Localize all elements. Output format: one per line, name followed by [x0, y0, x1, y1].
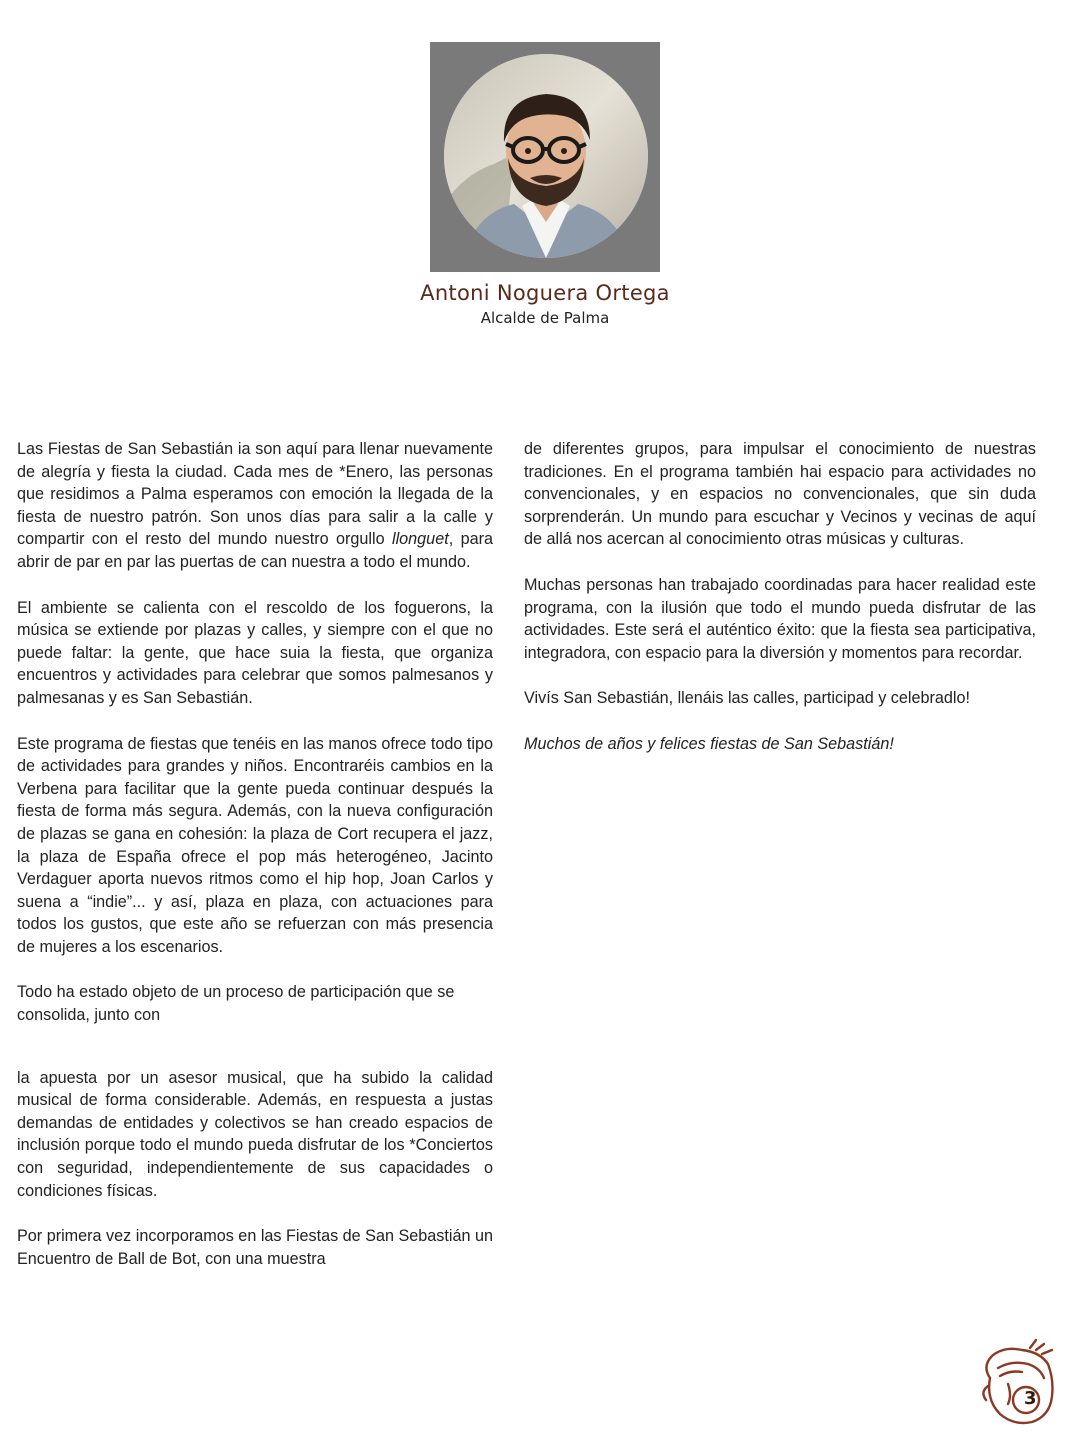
paragraph-grupos: de diferentes grupos, para impulsar el conocimiento de nuestras tradiciones. En el programa también hai espacio para actividades no convencionales, y en espacios no convencionales, que sin duda sorprenderán. Un mundo para escuchar y Vecinos y vecinas de aquí de allá nos acercan al conocimiento otras músicas y culturas. — [524, 440, 1036, 549]
paragraph-ball-de-bot: Por primera vez incorporamos en las Fiestas de San Sebastián un Encuentro de Ball de Bot, con una muestra — [17, 1227, 493, 1268]
author-role: Alcalde de Palma — [480, 309, 610, 327]
author-name: Antoni Noguera Ortega — [420, 281, 670, 305]
page-number: 3 — [1024, 1388, 1037, 1409]
paragraph-asesor: la apuesta por un asesor musical, que ha subido la calidad musical de forma considerable. Además, en respuesta a justas demandas de entidades y colectivos se han creado espacios de inclusión porque todo el mundo pueda disfrutar de los *Conciertos con seguridad, independientemente de sus capacidades o condiciones físicas. — [17, 1068, 493, 1200]
portrait-illustration — [444, 54, 648, 258]
paragraph-programa: Este programa de fiestas que tenéis en las manos ofrece todo tipo de actividades para grandes y niños. Encontraréis cambios en la Verbena para facilitar que la gente pueda continuar después la fiesta de forma más segura. Además, con la nueva configuración de plazas se gana en cohesión: la plaza de Cort recupera el jazz, la plaza de España ofrece el pop más heterogéneo, Jacinto Verdaguer aporta nuevos ritmos como el hip hop, Joan Carlos y suena a “indie”... y así, plaza en plaza, con actuaciones para todos los gustos, que este año se refuerzan con más presencia de mujeres a los escenarios. — [17, 734, 494, 956]
portrait-frame — [430, 42, 660, 272]
right-text-column — [524, 438, 1036, 779]
paragraph-ambiente: El ambiente se calienta con el rescoldo de los foguerons, la música se extiende por plazas y calles, y siempre con el que no puede faltar: la gente, que hace suia la fiesta, que organiza encuentros y actividades para celebrar que somos palmesanos y palmesanas y es San Sebastián. — [17, 598, 493, 707]
llonguet-emphasis: llonguet — [391, 530, 449, 549]
paragraph-intro — [17, 438, 493, 574]
page-badge-icon — [978, 1338, 1060, 1430]
mayor-portrait — [444, 54, 648, 258]
paragraph-intro-start: Las Fiestas de San Sebastián ia son aquí para llenar nuevamente de alegría y fiesta la ciudad. Cada mes de *Enero, las personas que residimos a Palma esperamos con emoción la llegada de la fiesta de nuestro patrón. Son unos días para salir a la calle y compartir con el resto del mundo nuestro orgullo — [17, 440, 493, 549]
paragraph-coordinadas: Muchas personas han trabajado coordinadas para hacer realidad este programa, con la ilusión que todo el mundo pueda disfrutar de las actividades. Este será el auténtico éxito: que la fiesta sea participativa, integradora, con espacio para la diversión y momentos para recordar. — [524, 575, 1036, 662]
paragraph-intro-end: , para abrir de par en par las puertas de can nuestra a todo el mundo. — [17, 530, 493, 571]
paragraph-celebradlo: Vivís San Sebastián, llenáis las calles, participad y celebradlo! — [524, 689, 971, 708]
left-text-column — [17, 438, 493, 1293]
paragraph-participacion: Todo ha estado objeto de un proceso de participación que se consolida, junto con — [17, 983, 455, 1025]
paragraph-felices-fiestas: Muchos de años y felices fiestas de San Sebastián! — [524, 734, 894, 753]
